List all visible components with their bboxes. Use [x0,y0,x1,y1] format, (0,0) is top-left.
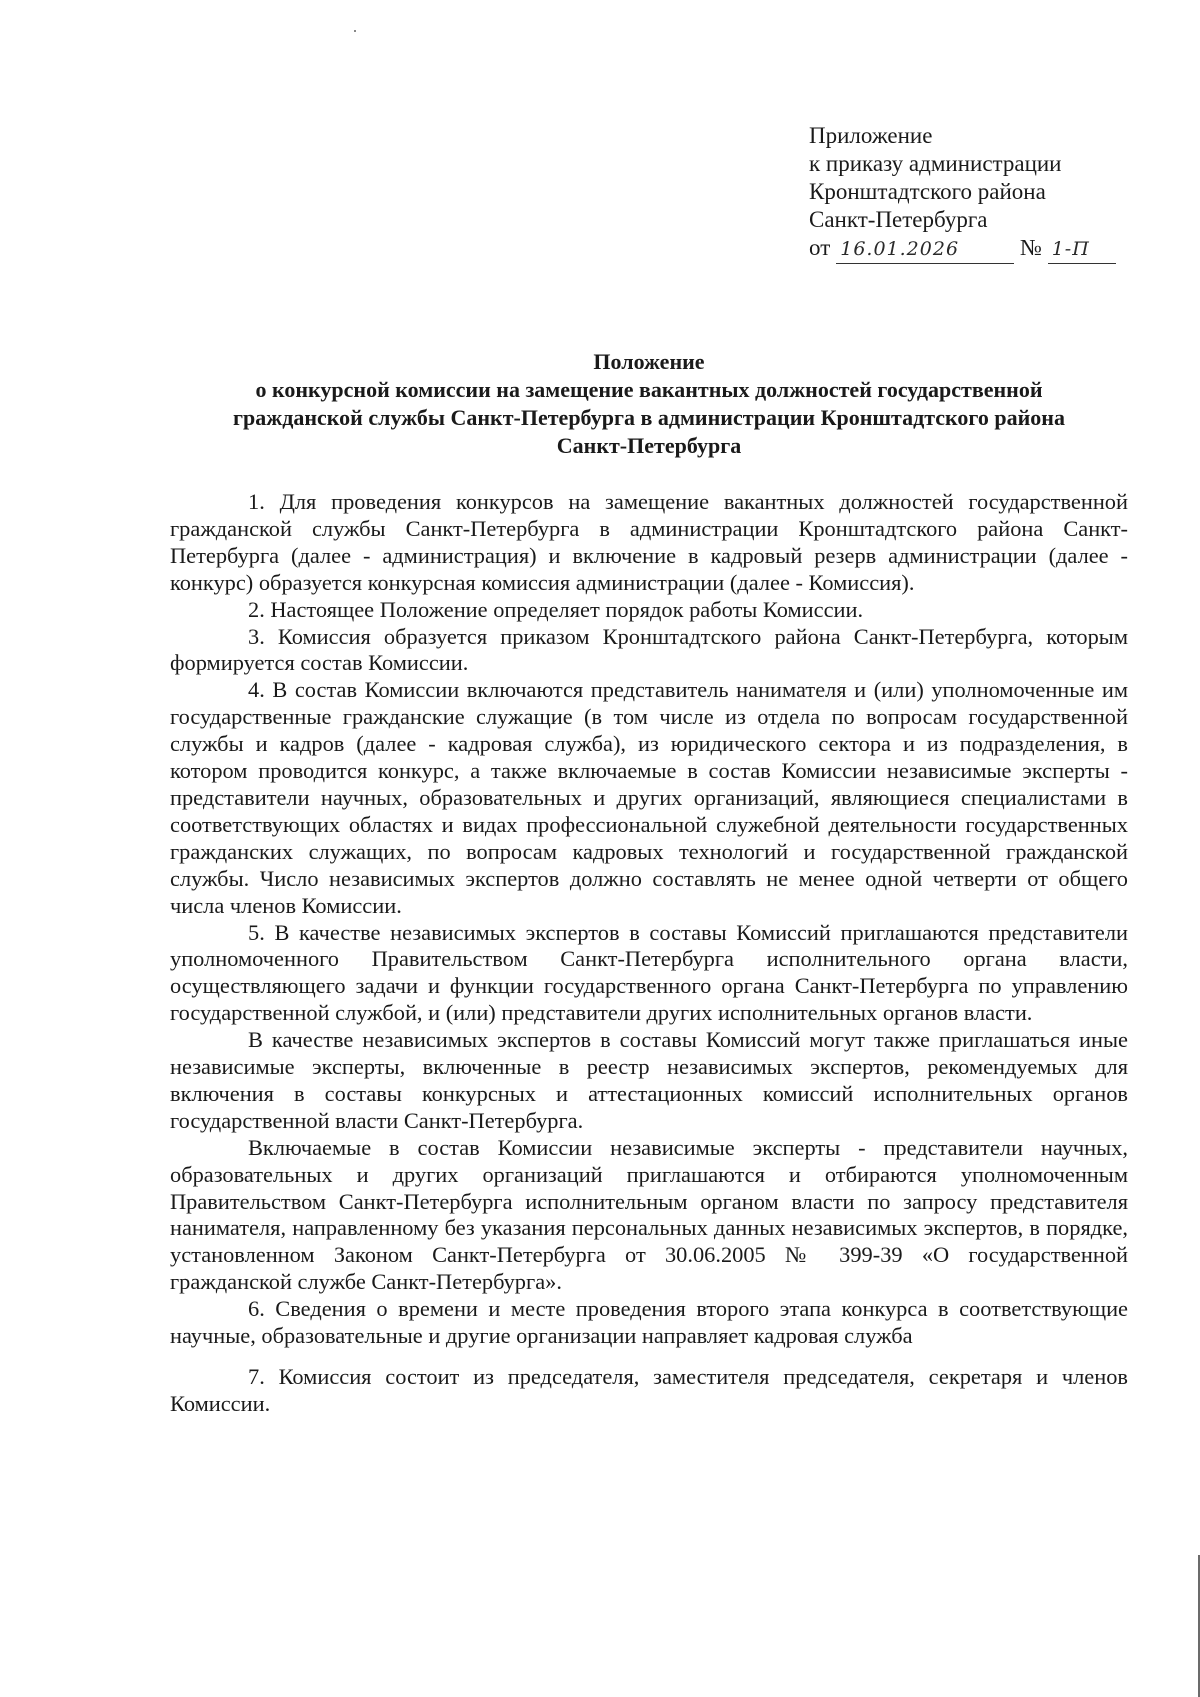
document-title [160,348,1138,460]
approval-line-1: Приложение [809,123,933,148]
approval-line-3: Кронштадтского района [809,179,1046,204]
date-prefix: от [809,235,831,260]
handwritten-number: 1-П [1048,235,1116,264]
paragraph-5-experts: В качестве независимых экспертов в составы Комиссий могут также приглашаться иные независимые эксперты, включенные в реестр независимых экспертов, рекомендуемых для включения в составы конкурсных и аттестационных комиссий исполнительных органов государственной власти Санкт-Петербурга. [170,1027,1128,1133]
title-line-4: Санкт-Петербурга [556,433,742,458]
document-body [170,489,1128,1418]
title-line-2: о конкурсной комиссии на замещение вакантных должностей государственной [255,377,1043,402]
approval-block [809,122,1149,264]
title-line-1: Положение [593,349,705,374]
paragraph-5-selection: Включаемые в состав Комиссии независимые эксперты - представители научных, образовательных и других организаций приглашаются и отбираются уполномоченным Правительством Санкт-Петербурга исполнительным органом власти по запросу представителя нанимателя, направленному без указания персональных данных независимых экспертов, в порядке, установленном Законом Санкт-Петербурга от 30.06.2005 № 399-39 «О государственной гражданской службе Санкт-Петербурга». [170,1134,1128,1295]
paragraph-4: 4. В состав Комиссии включаются представитель нанимателя и (или) уполномоченные им государственные гражданские служащие (в том числе из отдела по вопросам государственной службы и кадров (далее - кадровая служба), из юридического сектора и из подразделения, в котором проводится конкурс, а также включаемые в состав Комиссии независимые эксперты - представители научных, образовательных и других организаций, являющиеся специалистами в соответствующих областях и видах профессиональной служебной деятельности государственных гражданских служащих, по вопросам кадровых технологий и государственной гражданской службы. Число независимых экспертов должно составлять не менее одной четверти от общего числа членов Комиссии. [170,677,1128,918]
approval-line-2: к приказу администрации [809,151,1062,176]
approval-line-4: Санкт-Петербурга [809,207,988,232]
paragraph-2: 2. Настоящее Положение определяет порядок работы Комиссии. [248,596,864,622]
paragraph-5: 5. В качестве независимых экспертов в составы Комиссий приглашаются представители уполномоченного Правительством Санкт-Петербурга исполнительного органа власти, осуществляющего задачи и функции государственного органа Санкт-Петербурга по управлению государственной службой, и (или) представители других исполнительных органов власти. [170,919,1128,1026]
number-label: № [1020,235,1042,260]
paragraph-7: 7. Комиссия состоит из председателя, заместителя председателя, секретаря и членов Комиссии. [170,1364,1128,1416]
paragraph-3: 3. Комиссия образуется приказом Кронштадтского района Санкт-Петербурга, которым формируется состав Комиссии. [170,623,1128,676]
paragraph-1: 1. Для проведения конкурсов на замещение вакантных должностей государственной гражданской службы Санкт-Петербурга в администрации Кронштадтского района Санкт-Петербурга (далее - администрация) и включение в кадровый резерв администрации (далее - конкурс) образуется конкурсная комиссия администрации (далее - Комиссия). [170,489,1128,595]
title-line-3: гражданской службы Санкт-Петербурга в администрации Кронштадтского района [233,405,1065,430]
handwritten-date: 16.01.2026 [836,235,1014,264]
scan-speck [354,30,356,32]
paragraph-6: 6. Сведения о времени и месте проведения второго этапа конкурса в соответствующие научные, образовательные и другие организации направляет кадровая служба [170,1296,1128,1349]
approval-date-line [809,234,1149,264]
